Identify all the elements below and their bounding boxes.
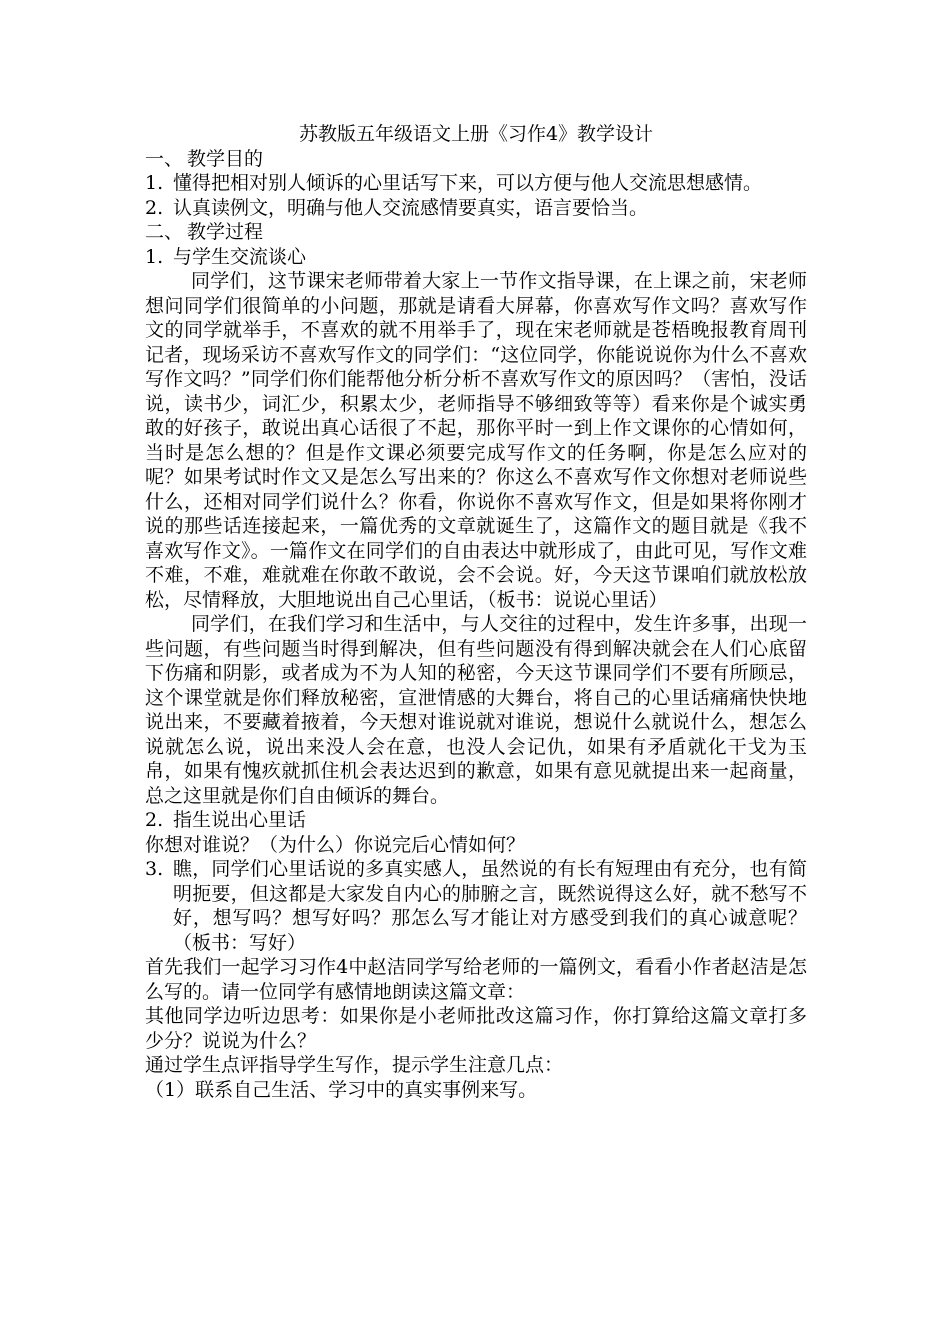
process-step-1 bbox=[145, 245, 807, 270]
step-1-number: 1. bbox=[145, 245, 164, 268]
think-line: 其他同学边听边思考：如果你是小老师批改这篇习作，你打算给这篇文章打多少分？说说为什么？ bbox=[145, 1005, 807, 1052]
section-1-number: 一、 bbox=[145, 147, 184, 170]
step-3-number: 3. bbox=[145, 858, 164, 880]
section-1-title: 教学目的 bbox=[187, 147, 264, 170]
step-3-text: 瞧，同学们心里话说的多真实感人，虽然说的有长有短理由有充分，也有简明扼要，但这都是大家发自内心的肺腑之言，既然说得这么好，就不愁写不好，想写吗？想写好吗？那怎么写才能让对方感受到我们的真心诚意呢？（板书：写好） bbox=[173, 858, 807, 954]
objective-item-1 bbox=[145, 171, 807, 196]
paragraph-2: 同学们，在我们学习和生活中，与人交往的过程中，发生许多事，出现一些问题，有些问题当时得到解决，但有些问题没有得到解决就会在人们心底留下伤痛和阴影，或者成为不为人知的秘密，今天这节课同学们不要有所顾忌，这个课堂就是你们释放秘密，宣泄情感的大舞台，将自己的心里话痛痛快快地说出来，不要藏着掖着，今天想对谁说就对谁说，想说什么就说什么，想怎么说就怎么说，说出来没人会在意，也没人会记仇，如果有矛盾就化干戈为玉帛，如果有愧疚就抓住机会表达迟到的歉意，如果有意见就提出来一起商量，总之这里就是你们自由倾诉的舞台。 bbox=[145, 613, 807, 807]
section-2-title: 教学过程 bbox=[187, 221, 264, 243]
step-2-text: 指生说出心里话 bbox=[173, 809, 307, 831]
section-2-number: 二、 bbox=[145, 221, 184, 243]
guide-line: 通过学生点评指导学生写作，提示学生注意几点： bbox=[145, 1054, 564, 1076]
objective-1-text: 懂得把相对别人倾诉的心里话写下来，可以方便与他人交流思想感情。 bbox=[173, 172, 763, 194]
objective-1-number: 1. bbox=[145, 172, 164, 194]
step-2-number: 2. bbox=[145, 809, 164, 831]
example-line: 首先我们一起学习习作4中赵洁同学写给老师的一篇例文，看看小作者赵洁是怎么写的。请一位同学有感情地朗读这篇文章： bbox=[145, 956, 807, 1003]
paragraph-1: 同学们，这节课宋老师带着大家上一节作文指导课，在上课之前，宋老师想问同学们很简单的小问题，那就是请看大屏幕，你喜欢写作文吗？喜欢写作文的同学就举手，不喜欢的就不用举手了，现在宋老师就是苍梧晚报教育周刊记者，现场采访不喜欢写作文的同学们：“这位同学，你能说说你为什么不喜欢写作文吗？”同学们你们能帮他分析分析不喜欢写作文的原因吗？（害怕，没话说，读书少，词汇少，积累太少，老师指导不够细致等等）看来你是个诚实勇敢的好孩子，敢说出真心话很了不起，那你平时一到上作文课你的心情如何，当时是怎么想的？但是作文课必须要完成写作文的任务啊，你是怎么应对的呢？如果考试时作文又是怎么写出来的？你这么不喜欢写作文你想对老师说些什么，还相对同学们说什么？你看，你说你不喜欢写作文，但是如果将你刚才说的那些话连接起来，一篇优秀的文章就诞生了，这篇作文的题目就是《我不喜欢写作文》。一篇作文在同学们的自由表达中就形成了，由此可见，写作文难不难，不难，难就难在你敢不敢说，会不会说。好，今天这节课咱们就放松放松，尽情释放，大胆地说出自己心里话，（板书：说说心里话） bbox=[145, 270, 807, 611]
objective-2-text: 认真读例文，明确与他人交流感情要真实，语言要恰当。 bbox=[173, 196, 649, 219]
section-2-heading bbox=[145, 220, 807, 245]
objective-item-2 bbox=[145, 196, 807, 221]
point-1-line: （1）联系自己生活、学习中的真实事例来写。 bbox=[145, 1078, 538, 1101]
objective-2-number: 2. bbox=[145, 196, 164, 219]
document-title: 苏教版五年级语文上册《习作4》教学设计 bbox=[298, 123, 654, 145]
document-page bbox=[145, 122, 807, 1102]
process-step-3 bbox=[145, 857, 807, 955]
process-step-2 bbox=[145, 808, 807, 833]
section-1-heading bbox=[145, 147, 807, 172]
step-1-text: 与学生交流谈心 bbox=[173, 245, 307, 268]
question-line: 你想对谁说？（为什么）你说完后心情如何？ bbox=[145, 833, 526, 856]
